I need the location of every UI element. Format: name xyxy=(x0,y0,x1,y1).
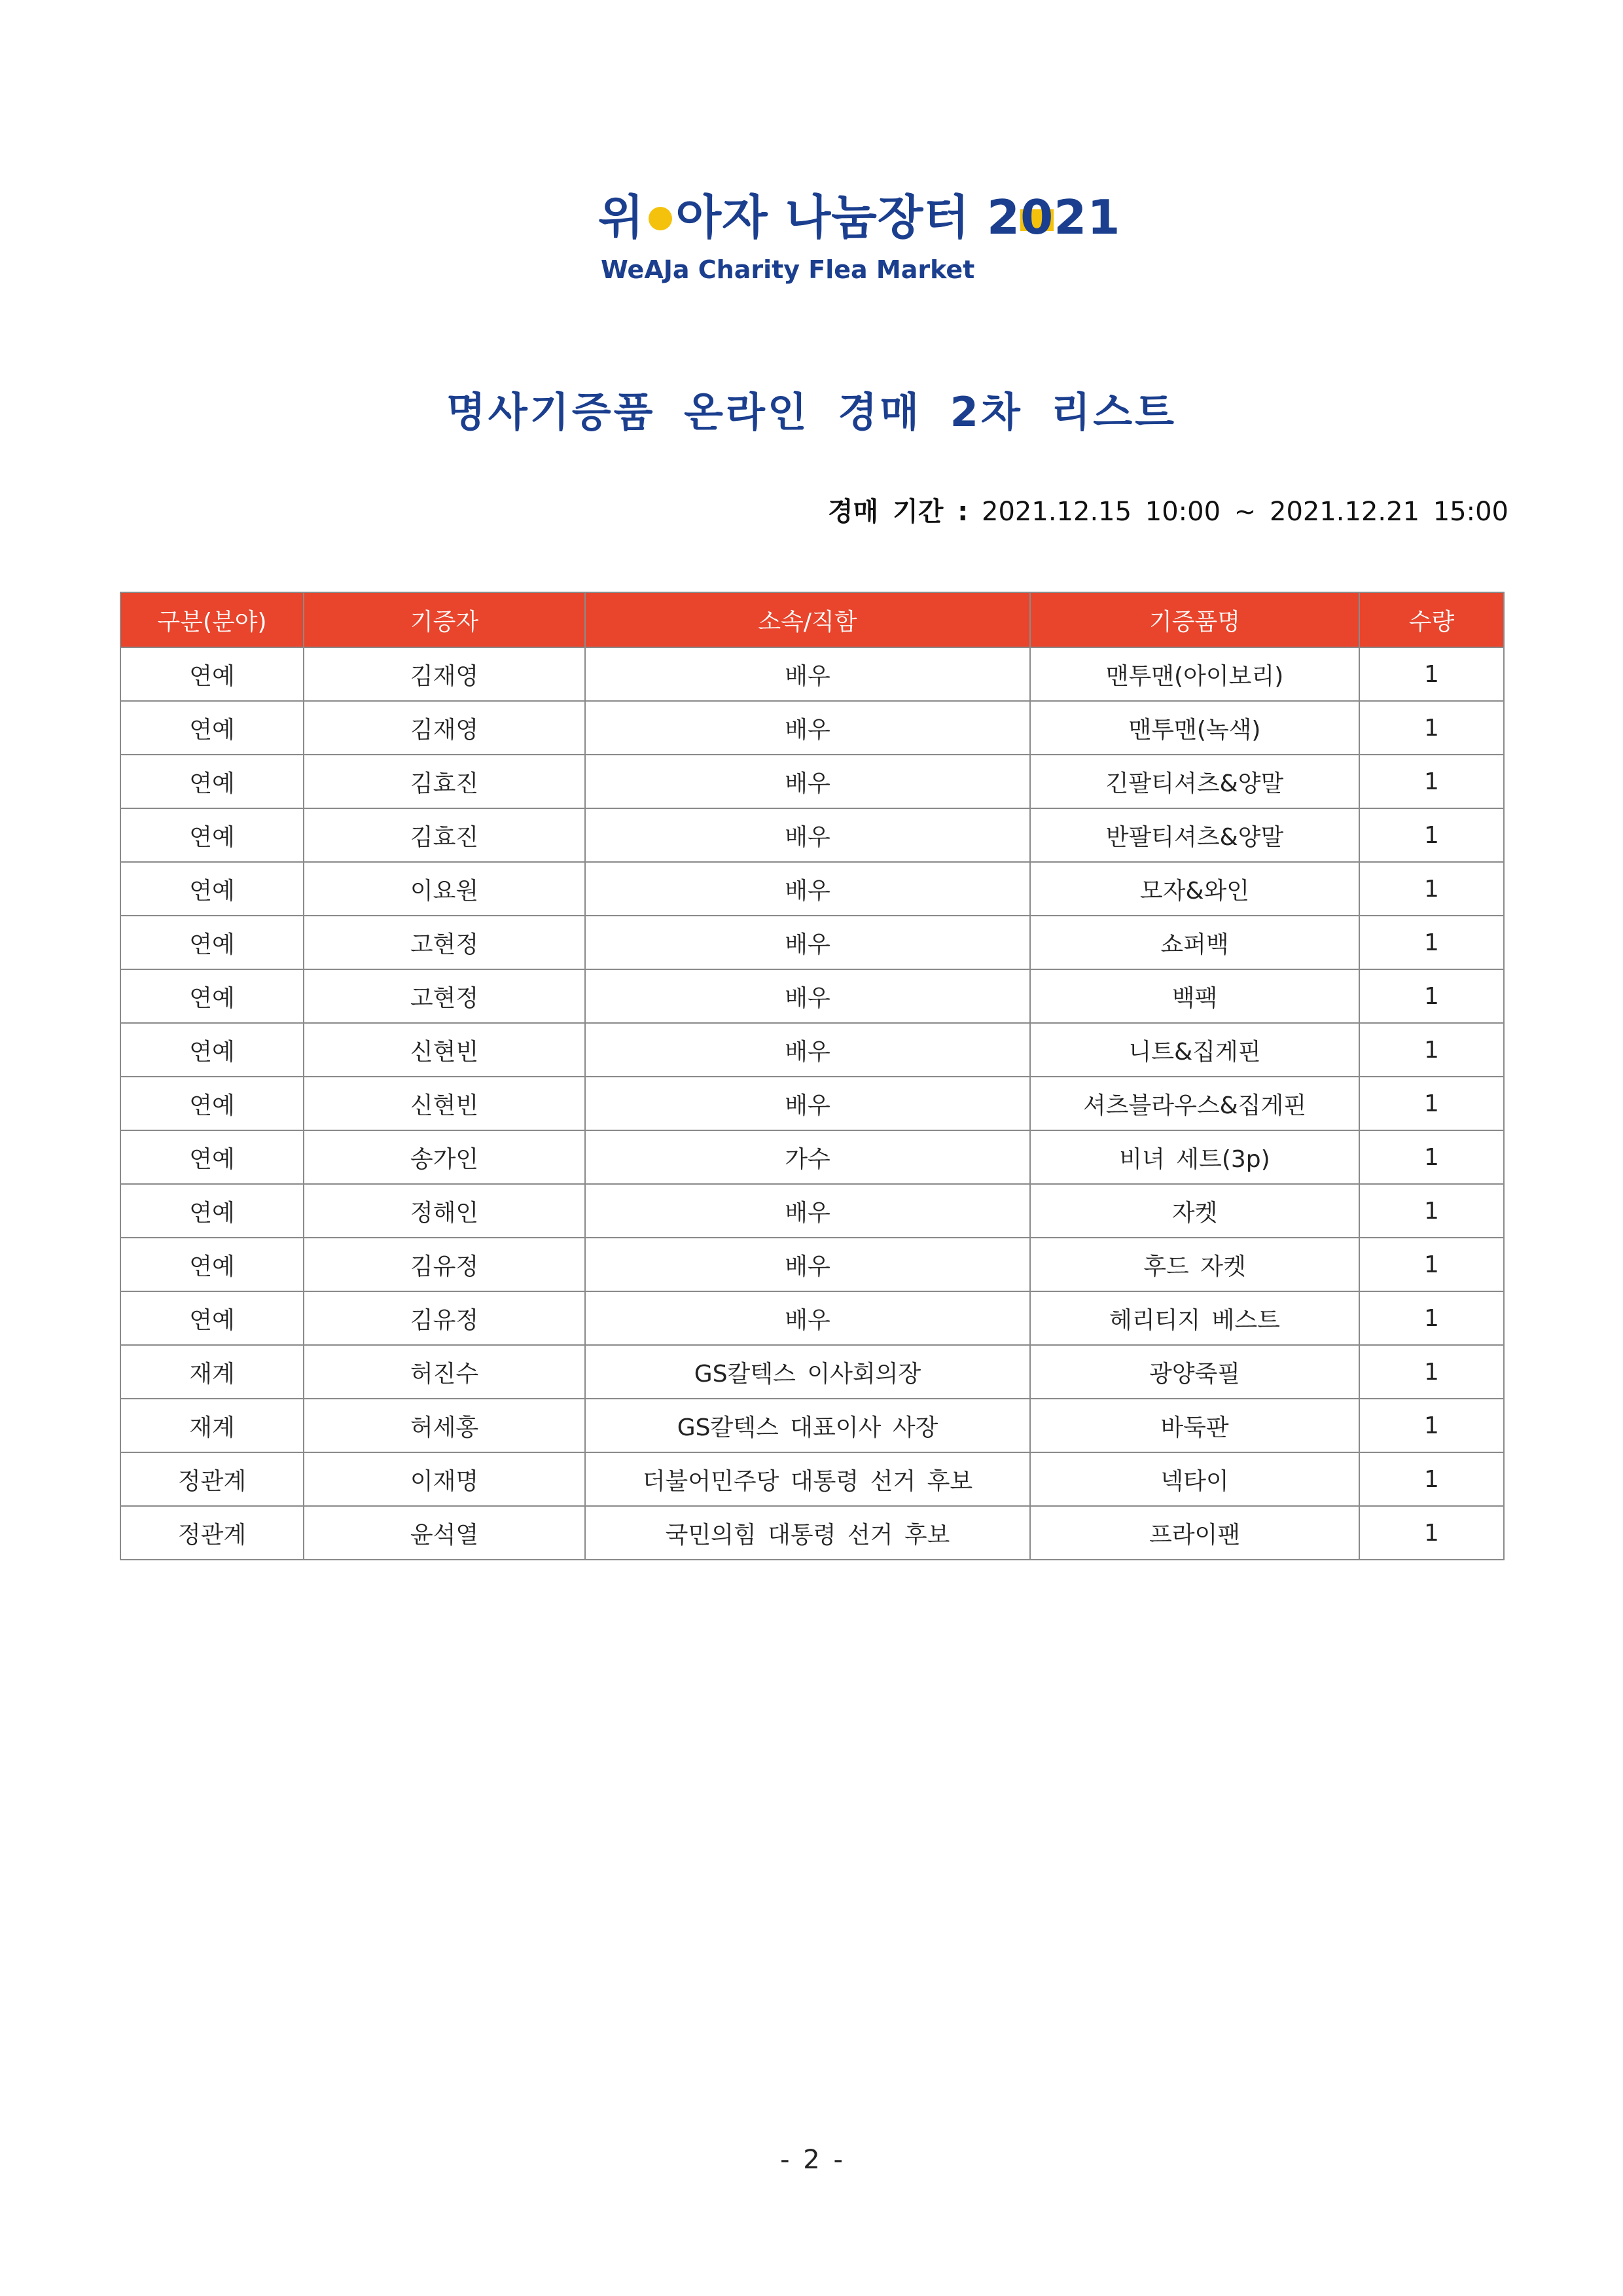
cell-affiliation: 가수 xyxy=(585,1130,1030,1184)
cell-item-name: 광양죽필 xyxy=(1030,1345,1359,1399)
cell-item-name: 니트&집게핀 xyxy=(1030,1023,1359,1077)
cell-donor: 허세홍 xyxy=(304,1399,585,1452)
cell-affiliation: 배우 xyxy=(585,647,1030,701)
cell-quantity: 1 xyxy=(1359,1399,1504,1452)
table-row xyxy=(120,1184,1504,1238)
cell-donor: 김유정 xyxy=(304,1238,585,1291)
cell-item-name: 헤리티지 베스트 xyxy=(1030,1291,1359,1345)
cell-quantity: 1 xyxy=(1359,1023,1504,1077)
cell-donor: 송가인 xyxy=(304,1130,585,1184)
cell-category: 연예 xyxy=(120,808,304,862)
cell-affiliation: 배우 xyxy=(585,1238,1030,1291)
cell-affiliation: GS칼텍스 이사회의장 xyxy=(585,1345,1030,1399)
page-number: - 2 - xyxy=(780,2145,843,2175)
column-header-donor: 기증자 xyxy=(304,592,585,647)
auction-period-label: 경매 기간 : xyxy=(827,497,969,527)
cell-item-name: 맨투맨(녹색) xyxy=(1030,701,1359,755)
logo-dot-icon xyxy=(649,207,672,230)
cell-donor: 신현빈 xyxy=(304,1023,585,1077)
table-row xyxy=(120,862,1504,916)
table-row xyxy=(120,1345,1504,1399)
cell-affiliation: 배우 xyxy=(585,701,1030,755)
table-header-row xyxy=(120,592,1504,647)
cell-donor: 김효진 xyxy=(304,755,585,808)
cell-category: 연예 xyxy=(120,1077,304,1130)
cell-affiliation: 국민의힘 대통령 선거 후보 xyxy=(585,1506,1030,1560)
cell-category: 정관계 xyxy=(120,1452,304,1506)
cell-quantity: 1 xyxy=(1359,701,1504,755)
cell-category: 연예 xyxy=(120,1184,304,1238)
cell-category: 연예 xyxy=(120,701,304,755)
cell-quantity: 1 xyxy=(1359,647,1504,701)
cell-donor: 김효진 xyxy=(304,808,585,862)
cell-quantity: 1 xyxy=(1359,916,1504,969)
event-logo xyxy=(598,185,1121,302)
cell-item-name: 비녀 세트(3p) xyxy=(1030,1130,1359,1184)
cell-donor: 고현정 xyxy=(304,969,585,1023)
cell-donor: 고현정 xyxy=(304,916,585,969)
cell-quantity: 1 xyxy=(1359,1130,1504,1184)
cell-quantity: 1 xyxy=(1359,969,1504,1023)
logo-title-part-3: 0 xyxy=(1020,190,1054,245)
cell-quantity: 1 xyxy=(1359,1506,1504,1560)
logo-title-part-4: 21 xyxy=(1054,190,1121,245)
cell-donor: 이재명 xyxy=(304,1452,585,1506)
cell-affiliation: 배우 xyxy=(585,1291,1030,1345)
cell-quantity: 1 xyxy=(1359,755,1504,808)
cell-item-name: 자켓 xyxy=(1030,1184,1359,1238)
cell-category: 연예 xyxy=(120,969,304,1023)
table-row xyxy=(120,916,1504,969)
cell-item-name: 셔츠블라우스&집게핀 xyxy=(1030,1077,1359,1130)
cell-item-name: 프라이팬 xyxy=(1030,1506,1359,1560)
cell-quantity: 1 xyxy=(1359,1452,1504,1506)
table-row xyxy=(120,647,1504,701)
cell-affiliation: 배우 xyxy=(585,862,1030,916)
cell-donor: 윤석열 xyxy=(304,1506,585,1560)
cell-item-name: 후드 자켓 xyxy=(1030,1238,1359,1291)
cell-donor: 신현빈 xyxy=(304,1077,585,1130)
cell-quantity: 1 xyxy=(1359,1238,1504,1291)
table-row xyxy=(120,1130,1504,1184)
cell-affiliation: 더불어민주당 대통령 선거 후보 xyxy=(585,1452,1030,1506)
cell-item-name: 맨투맨(아이보리) xyxy=(1030,647,1359,701)
table-row xyxy=(120,755,1504,808)
table-row xyxy=(120,701,1504,755)
cell-affiliation: GS칼텍스 대표이사 사장 xyxy=(585,1399,1030,1452)
logo-title-part-2: 아자 나눔장터 2 xyxy=(675,190,1021,245)
cell-affiliation: 배우 xyxy=(585,969,1030,1023)
table-row xyxy=(120,1291,1504,1345)
cell-category: 연예 xyxy=(120,1023,304,1077)
table-row xyxy=(120,1399,1504,1452)
cell-quantity: 1 xyxy=(1359,808,1504,862)
column-header-item-name: 기증품명 xyxy=(1030,592,1359,647)
cell-affiliation: 배우 xyxy=(585,808,1030,862)
cell-item-name: 백팩 xyxy=(1030,969,1359,1023)
cell-category: 연예 xyxy=(120,916,304,969)
cell-affiliation: 배우 xyxy=(585,1077,1030,1130)
table-row xyxy=(120,969,1504,1023)
table-row xyxy=(120,1238,1504,1291)
cell-item-name: 긴팔티셔츠&양말 xyxy=(1030,755,1359,808)
cell-item-name: 바둑판 xyxy=(1030,1399,1359,1452)
column-header-category: 구분(분야) xyxy=(120,592,304,647)
cell-donor: 김재영 xyxy=(304,701,585,755)
document-title: 명사기증품 온라인 경매 2차 리스트 xyxy=(446,388,1177,436)
logo-subtitle: WeAJa Charity Flea Market xyxy=(601,255,975,284)
cell-affiliation: 배우 xyxy=(585,916,1030,969)
cell-donor: 김재영 xyxy=(304,647,585,701)
cell-category: 연예 xyxy=(120,647,304,701)
table-body xyxy=(120,647,1504,1560)
cell-affiliation: 배우 xyxy=(585,1023,1030,1077)
auction-period xyxy=(828,492,1508,531)
table-row xyxy=(120,1023,1504,1077)
cell-quantity: 1 xyxy=(1359,1184,1504,1238)
column-header-affiliation: 소속/직함 xyxy=(585,592,1030,647)
cell-donor: 이요원 xyxy=(304,862,585,916)
cell-donor: 김유정 xyxy=(304,1291,585,1345)
cell-item-name: 반팔티셔츠&양말 xyxy=(1030,808,1359,862)
table-row xyxy=(120,1506,1504,1560)
table-row xyxy=(120,808,1504,862)
cell-donor: 정해인 xyxy=(304,1184,585,1238)
cell-category: 재계 xyxy=(120,1399,304,1452)
cell-quantity: 1 xyxy=(1359,1345,1504,1399)
column-header-quantity: 수량 xyxy=(1359,592,1504,647)
cell-quantity: 1 xyxy=(1359,862,1504,916)
table-row xyxy=(120,1077,1504,1130)
cell-category: 연예 xyxy=(120,755,304,808)
cell-affiliation: 배우 xyxy=(585,755,1030,808)
logo-title-part-1: 위 xyxy=(598,190,645,245)
table-row xyxy=(120,1452,1504,1506)
cell-item-name: 넥타이 xyxy=(1030,1452,1359,1506)
cell-category: 정관계 xyxy=(120,1506,304,1560)
cell-quantity: 1 xyxy=(1359,1291,1504,1345)
cell-item-name: 모자&와인 xyxy=(1030,862,1359,916)
cell-affiliation: 배우 xyxy=(585,1184,1030,1238)
cell-category: 연예 xyxy=(120,1130,304,1184)
cell-category: 재계 xyxy=(120,1345,304,1399)
cell-category: 연예 xyxy=(120,1291,304,1345)
donation-table xyxy=(120,592,1505,1560)
cell-item-name: 쇼퍼백 xyxy=(1030,916,1359,969)
cell-donor: 허진수 xyxy=(304,1345,585,1399)
auction-period-value: 2021.12.15 10:00 ~ 2021.12.21 15:00 xyxy=(982,497,1508,527)
cell-category: 연예 xyxy=(120,1238,304,1291)
cell-category: 연예 xyxy=(120,862,304,916)
logo-title xyxy=(598,185,1120,250)
cell-quantity: 1 xyxy=(1359,1077,1504,1130)
